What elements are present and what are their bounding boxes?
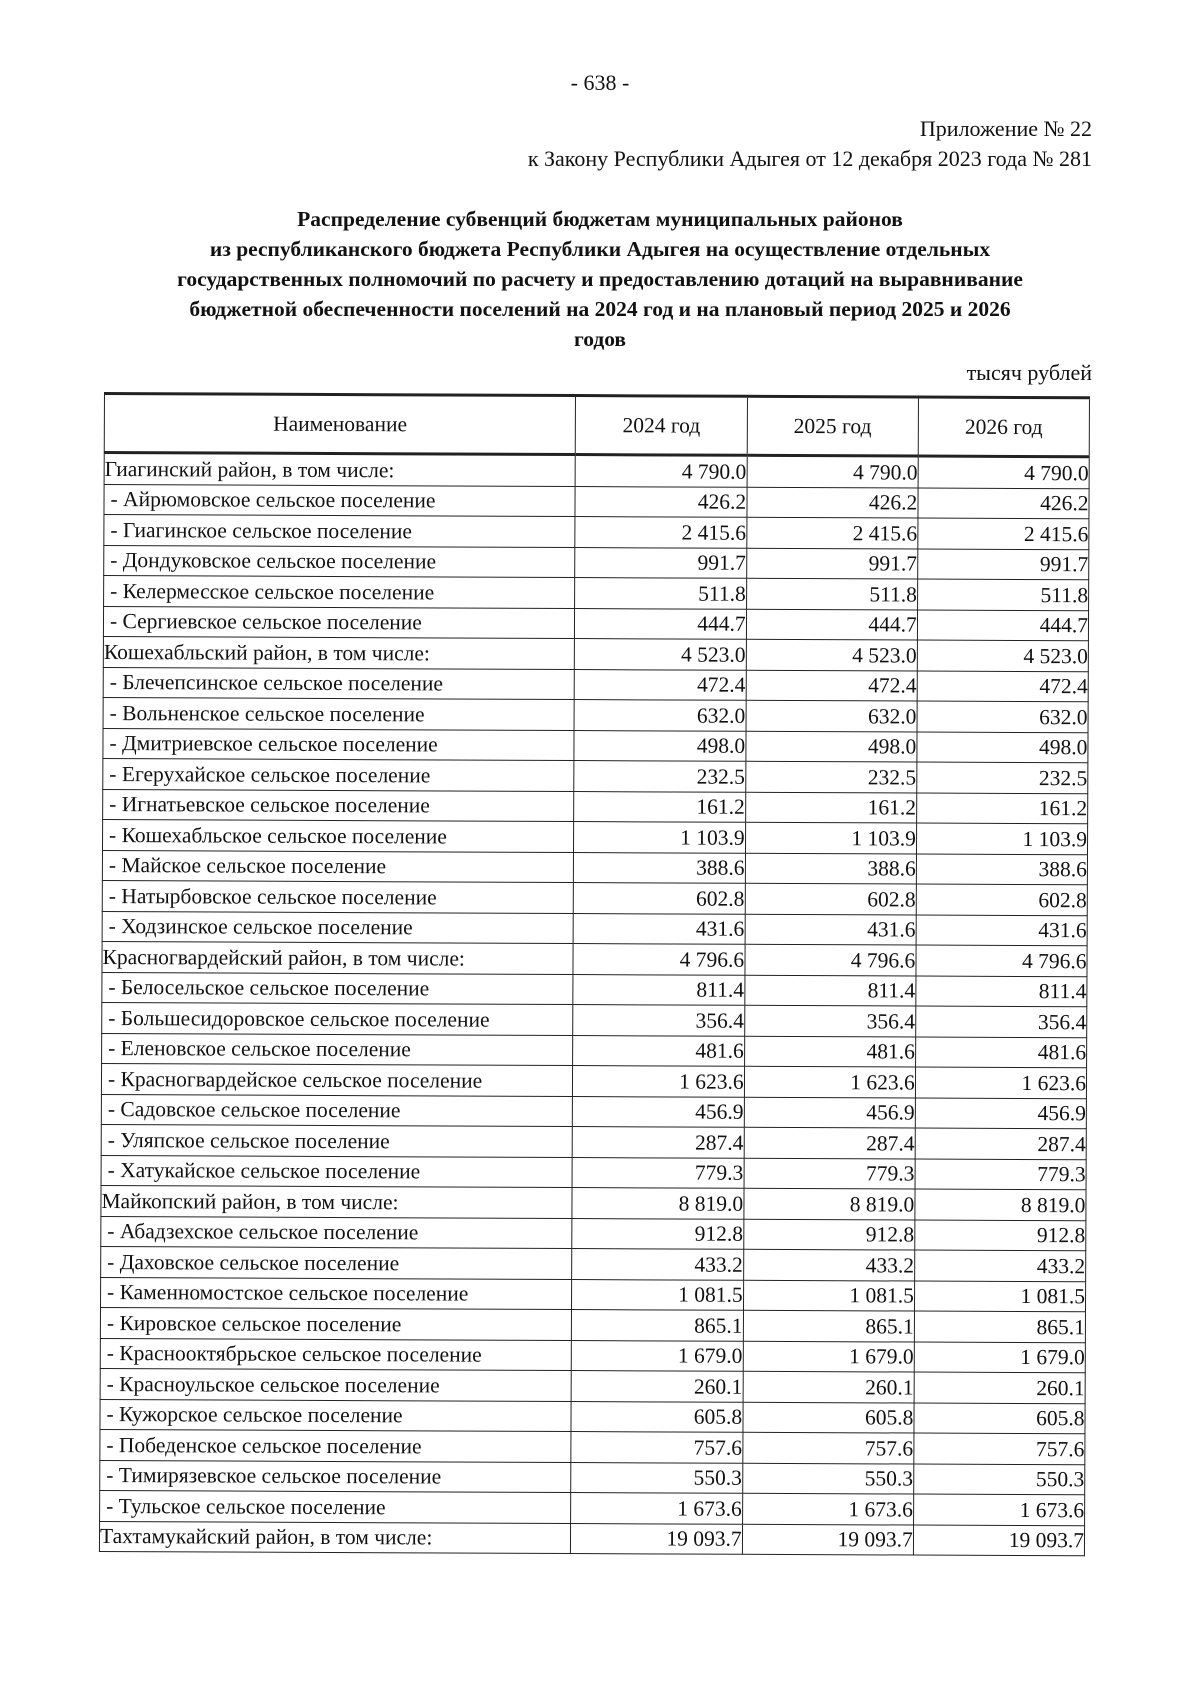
value-2026-cell: 2 415.6 bbox=[918, 518, 1089, 549]
value-2024-cell: 912.8 bbox=[572, 1218, 743, 1249]
value-2024-cell: 991.7 bbox=[575, 547, 746, 578]
value-2025-cell: 605.8 bbox=[743, 1402, 914, 1433]
value-2025-cell: 632.0 bbox=[746, 700, 917, 731]
table-row bbox=[103, 636, 1088, 671]
value-2024-cell: 779.3 bbox=[573, 1157, 744, 1188]
value-2026-cell: 426.2 bbox=[918, 488, 1089, 519]
row-name-cell: - Каменномостское сельское поселение bbox=[101, 1277, 573, 1310]
value-2024-cell: 550.3 bbox=[571, 1462, 742, 1493]
value-2025-cell: 865.1 bbox=[743, 1310, 914, 1341]
value-2026-cell: 1 623.6 bbox=[915, 1067, 1086, 1098]
table-row bbox=[103, 819, 1088, 854]
row-name-cell: - Даховское сельское поселение bbox=[101, 1246, 573, 1279]
value-2025-cell: 472.4 bbox=[746, 670, 917, 701]
value-2025-cell: 4 523.0 bbox=[746, 639, 917, 670]
table-row bbox=[102, 1033, 1087, 1068]
value-2025-cell: 1 673.6 bbox=[742, 1493, 913, 1524]
value-2024-cell: 472.4 bbox=[575, 669, 746, 700]
value-2026-cell: 444.7 bbox=[917, 610, 1088, 641]
value-2026-cell: 8 819.0 bbox=[915, 1189, 1086, 1220]
value-2025-cell: 757.6 bbox=[742, 1432, 913, 1463]
value-2026-cell: 260.1 bbox=[914, 1372, 1085, 1403]
value-2024-cell: 456.9 bbox=[573, 1096, 744, 1127]
table-row bbox=[101, 1124, 1086, 1159]
title-line: государственных полномочий по расчету и предоставлению дотаций на выравнивание bbox=[177, 267, 1023, 291]
table-body bbox=[99, 453, 1089, 1556]
units-label: тысяч рублей bbox=[966, 360, 1092, 385]
value-2024-cell: 287.4 bbox=[573, 1127, 744, 1158]
row-name-cell: - Вольненское сельское поселение bbox=[103, 697, 575, 730]
table-row bbox=[103, 606, 1088, 641]
value-2024-cell: 605.8 bbox=[571, 1401, 742, 1432]
row-name-cell: Кошехабльский район, в том числе: bbox=[103, 636, 575, 669]
table-row bbox=[99, 1521, 1084, 1556]
row-name-cell: - Ходзинское сельское поселение bbox=[102, 911, 574, 944]
value-2025-cell: 1 623.6 bbox=[744, 1066, 915, 1097]
row-name-cell: - Победенское сельское поселение bbox=[100, 1429, 572, 1462]
table-row bbox=[100, 1307, 1085, 1342]
value-2025-cell: 602.8 bbox=[745, 883, 916, 914]
value-2026-cell: 498.0 bbox=[917, 732, 1088, 763]
value-2025-cell: 511.8 bbox=[746, 578, 917, 609]
value-2025-cell: 2 415.6 bbox=[746, 517, 917, 548]
value-2026-cell: 991.7 bbox=[918, 549, 1089, 580]
value-2024-cell: 356.4 bbox=[573, 1005, 744, 1036]
value-2024-cell: 260.1 bbox=[572, 1371, 743, 1402]
table-row bbox=[102, 911, 1087, 946]
table-row bbox=[100, 1399, 1085, 1434]
table-row bbox=[104, 484, 1089, 519]
value-2026-cell: 19 093.7 bbox=[913, 1525, 1084, 1556]
table-row bbox=[100, 1338, 1085, 1373]
value-2024-cell: 1 623.6 bbox=[573, 1066, 744, 1097]
value-2025-cell: 4 796.6 bbox=[745, 944, 916, 975]
table-row bbox=[102, 880, 1087, 915]
value-2024-cell: 481.6 bbox=[573, 1035, 744, 1066]
table-header bbox=[104, 394, 1089, 457]
title-line: из республиканского бюджета Республики Адыгея на осуществление отдельных bbox=[209, 237, 991, 261]
row-name-cell: - Дмитриевское сельское поселение bbox=[103, 728, 575, 761]
row-name-cell: - Краснооктябрьское сельское поселение bbox=[100, 1338, 572, 1371]
table-row bbox=[100, 1429, 1085, 1464]
value-2026-cell: 472.4 bbox=[917, 671, 1088, 702]
value-2024-cell: 1 679.0 bbox=[572, 1340, 743, 1371]
row-name-cell: - Егерухайское сельское поселение bbox=[103, 758, 575, 791]
table-row bbox=[102, 972, 1087, 1007]
value-2026-cell: 356.4 bbox=[916, 1006, 1087, 1037]
row-name-cell: - Красногвардейское сельское поселение bbox=[101, 1063, 573, 1096]
table-row bbox=[101, 1185, 1086, 1220]
value-2024-cell: 431.6 bbox=[574, 913, 745, 944]
value-2026-cell: 161.2 bbox=[916, 793, 1087, 824]
table-row bbox=[101, 1216, 1086, 1251]
table-row bbox=[104, 453, 1089, 489]
column-header-name: Наименование bbox=[104, 394, 576, 455]
appendix-law-reference: к Закону Республики Адыгея от 12 декабря 2023 года № 281 bbox=[527, 146, 1092, 171]
value-2025-cell: 481.6 bbox=[744, 1036, 915, 1067]
appendix-number: Приложение № 22 bbox=[919, 116, 1092, 141]
value-2025-cell: 779.3 bbox=[744, 1158, 915, 1189]
value-2026-cell: 1 103.9 bbox=[916, 823, 1087, 854]
value-2026-cell: 433.2 bbox=[914, 1250, 1085, 1281]
row-name-cell: - Садовское сельское поселение bbox=[101, 1094, 573, 1127]
table-row bbox=[101, 1094, 1086, 1129]
table-row bbox=[101, 1246, 1086, 1281]
value-2024-cell: 757.6 bbox=[571, 1432, 742, 1463]
row-name-cell: - Сергиевское сельское поселение bbox=[103, 606, 575, 639]
row-name-cell: Тахтамукайский район, в том числе: bbox=[99, 1521, 571, 1554]
row-name-cell: Майкопский район, в том числе: bbox=[101, 1185, 573, 1218]
row-name-cell: - Натырбовское сельское поселение bbox=[102, 880, 574, 913]
row-name-cell: - Большесидоровское сельское поселение bbox=[102, 1002, 574, 1035]
row-name-cell: - Кужорское сельское поселение bbox=[100, 1399, 572, 1432]
value-2025-cell: 433.2 bbox=[743, 1249, 914, 1280]
row-name-cell: - Красноульское сельское поселение bbox=[100, 1368, 572, 1401]
table-row bbox=[102, 1002, 1087, 1037]
value-2024-cell: 1 103.9 bbox=[574, 822, 745, 853]
value-2025-cell: 991.7 bbox=[746, 548, 917, 579]
row-name-cell: - Майское сельское поселение bbox=[102, 850, 574, 883]
value-2025-cell: 161.2 bbox=[745, 792, 916, 823]
value-2024-cell: 602.8 bbox=[574, 883, 745, 914]
row-name-cell: - Блечепсинское сельское поселение bbox=[103, 667, 575, 700]
value-2026-cell: 287.4 bbox=[915, 1128, 1086, 1159]
row-name-cell: - Кировское сельское поселение bbox=[100, 1307, 572, 1340]
value-2026-cell: 605.8 bbox=[914, 1403, 1085, 1434]
table-row bbox=[104, 545, 1089, 580]
row-name-cell: - Уляпское сельское поселение bbox=[101, 1124, 573, 1157]
value-2025-cell: 232.5 bbox=[745, 761, 916, 792]
table-row bbox=[100, 1460, 1085, 1495]
document-title bbox=[100, 204, 1100, 354]
table-row bbox=[100, 1368, 1085, 1403]
value-2026-cell: 779.3 bbox=[915, 1159, 1086, 1190]
row-name-cell: - Тимирязевское сельское поселение bbox=[100, 1460, 572, 1493]
value-2026-cell: 456.9 bbox=[915, 1098, 1086, 1129]
row-name-cell: - Айрюмовское сельское поселение bbox=[104, 484, 576, 517]
value-2026-cell: 4 796.6 bbox=[916, 945, 1087, 976]
value-2025-cell: 456.9 bbox=[744, 1097, 915, 1128]
table-row bbox=[101, 1277, 1086, 1312]
table-row bbox=[100, 1490, 1085, 1525]
value-2025-cell: 260.1 bbox=[743, 1371, 914, 1402]
row-name-cell: - Абадзехское сельское поселение bbox=[101, 1216, 573, 1249]
row-name-cell: - Дондуковское сельское поселение bbox=[104, 545, 576, 578]
table-row bbox=[103, 697, 1088, 732]
title-line: Распределение субвенций бюджетам муниципальных районов bbox=[297, 207, 903, 231]
value-2025-cell: 4 790.0 bbox=[747, 455, 918, 487]
value-2025-cell: 1 679.0 bbox=[743, 1341, 914, 1372]
value-2024-cell: 8 819.0 bbox=[572, 1188, 743, 1219]
value-2026-cell: 511.8 bbox=[917, 579, 1088, 610]
value-2025-cell: 426.2 bbox=[747, 487, 918, 518]
value-2026-cell: 632.0 bbox=[917, 701, 1088, 732]
value-2025-cell: 1 103.9 bbox=[745, 822, 916, 853]
table-row bbox=[103, 758, 1088, 793]
title-line: годов bbox=[573, 327, 627, 351]
value-2024-cell: 632.0 bbox=[574, 700, 745, 731]
subvention-table bbox=[99, 392, 1090, 1556]
value-2024-cell: 2 415.6 bbox=[575, 517, 746, 548]
page-number: - 638 - bbox=[570, 70, 630, 95]
table-row bbox=[103, 667, 1088, 702]
value-2025-cell: 19 093.7 bbox=[742, 1524, 913, 1555]
value-2026-cell: 865.1 bbox=[914, 1311, 1085, 1342]
row-name-cell: - Тульское сельское поселение bbox=[100, 1490, 572, 1523]
value-2024-cell: 161.2 bbox=[574, 791, 745, 822]
value-2024-cell: 4 790.0 bbox=[576, 455, 747, 487]
value-2025-cell: 388.6 bbox=[745, 853, 916, 884]
value-2024-cell: 865.1 bbox=[572, 1310, 743, 1341]
value-2026-cell: 232.5 bbox=[917, 762, 1088, 793]
value-2026-cell: 4 790.0 bbox=[918, 456, 1089, 488]
table-row bbox=[101, 1155, 1086, 1190]
value-2026-cell: 1 081.5 bbox=[914, 1281, 1085, 1312]
value-2025-cell: 811.4 bbox=[744, 975, 915, 1006]
table-row bbox=[102, 941, 1087, 976]
value-2026-cell: 4 523.0 bbox=[917, 640, 1088, 671]
table-row bbox=[101, 1063, 1086, 1098]
row-name-cell: - Хатукайское сельское поселение bbox=[101, 1155, 573, 1188]
value-2024-cell: 811.4 bbox=[573, 974, 744, 1005]
value-2026-cell: 912.8 bbox=[915, 1220, 1086, 1251]
value-2024-cell: 433.2 bbox=[572, 1249, 743, 1280]
value-2026-cell: 481.6 bbox=[915, 1037, 1086, 1068]
value-2026-cell: 388.6 bbox=[916, 854, 1087, 885]
value-2024-cell: 511.8 bbox=[575, 578, 746, 609]
value-2024-cell: 232.5 bbox=[574, 761, 745, 792]
value-2024-cell: 19 093.7 bbox=[571, 1523, 742, 1554]
value-2025-cell: 8 819.0 bbox=[744, 1188, 915, 1219]
value-2024-cell: 1 081.5 bbox=[572, 1279, 743, 1310]
table-row bbox=[104, 576, 1089, 611]
row-name-cell: - Кошехабльское сельское поселение bbox=[103, 819, 575, 852]
value-2026-cell: 1 673.6 bbox=[913, 1494, 1084, 1525]
appendix-reference bbox=[528, 114, 1092, 174]
value-2024-cell: 1 673.6 bbox=[571, 1493, 742, 1524]
value-2025-cell: 356.4 bbox=[744, 1005, 915, 1036]
row-name-cell: Гиагинский район, в том числе: bbox=[104, 453, 576, 487]
column-header-2025: 2025 год bbox=[747, 396, 918, 456]
value-2026-cell: 811.4 bbox=[916, 976, 1087, 1007]
value-2024-cell: 444.7 bbox=[575, 608, 746, 639]
value-2025-cell: 1 081.5 bbox=[743, 1280, 914, 1311]
value-2026-cell: 431.6 bbox=[916, 915, 1087, 946]
value-2024-cell: 388.6 bbox=[574, 852, 745, 883]
header-row bbox=[104, 394, 1089, 457]
value-2025-cell: 431.6 bbox=[745, 914, 916, 945]
row-name-cell: - Игнатьевское сельское поселение bbox=[103, 789, 575, 822]
value-2025-cell: 498.0 bbox=[746, 731, 917, 762]
row-name-cell: - Белосельское сельское поселение bbox=[102, 972, 574, 1005]
value-2025-cell: 912.8 bbox=[743, 1219, 914, 1250]
table-row bbox=[103, 728, 1088, 763]
row-name-cell: - Гиагинское сельское поселение bbox=[104, 515, 576, 548]
row-name-cell: - Келермесское сельское поселение bbox=[104, 576, 576, 609]
value-2024-cell: 4 796.6 bbox=[573, 944, 744, 975]
value-2024-cell: 4 523.0 bbox=[575, 639, 746, 670]
value-2025-cell: 550.3 bbox=[742, 1463, 913, 1494]
table-row bbox=[104, 515, 1089, 550]
column-header-2026: 2026 год bbox=[918, 397, 1089, 457]
value-2025-cell: 287.4 bbox=[744, 1127, 915, 1158]
value-2026-cell: 1 679.0 bbox=[914, 1342, 1085, 1373]
table-row bbox=[103, 789, 1088, 824]
value-2026-cell: 602.8 bbox=[916, 884, 1087, 915]
row-name-cell: - Еленовское сельское поселение bbox=[102, 1033, 574, 1066]
column-header-2024: 2024 год bbox=[576, 396, 747, 456]
table-row bbox=[102, 850, 1087, 885]
title-line: бюджетной обеспеченности поселений на 2024 год и на плановый период 2025 и 2026 bbox=[189, 297, 1011, 321]
value-2024-cell: 426.2 bbox=[575, 486, 746, 517]
value-2024-cell: 498.0 bbox=[574, 730, 745, 761]
value-2025-cell: 444.7 bbox=[746, 609, 917, 640]
value-2026-cell: 757.6 bbox=[914, 1433, 1085, 1464]
value-2026-cell: 550.3 bbox=[914, 1464, 1085, 1495]
row-name-cell: Красногвардейский район, в том числе: bbox=[102, 941, 574, 974]
